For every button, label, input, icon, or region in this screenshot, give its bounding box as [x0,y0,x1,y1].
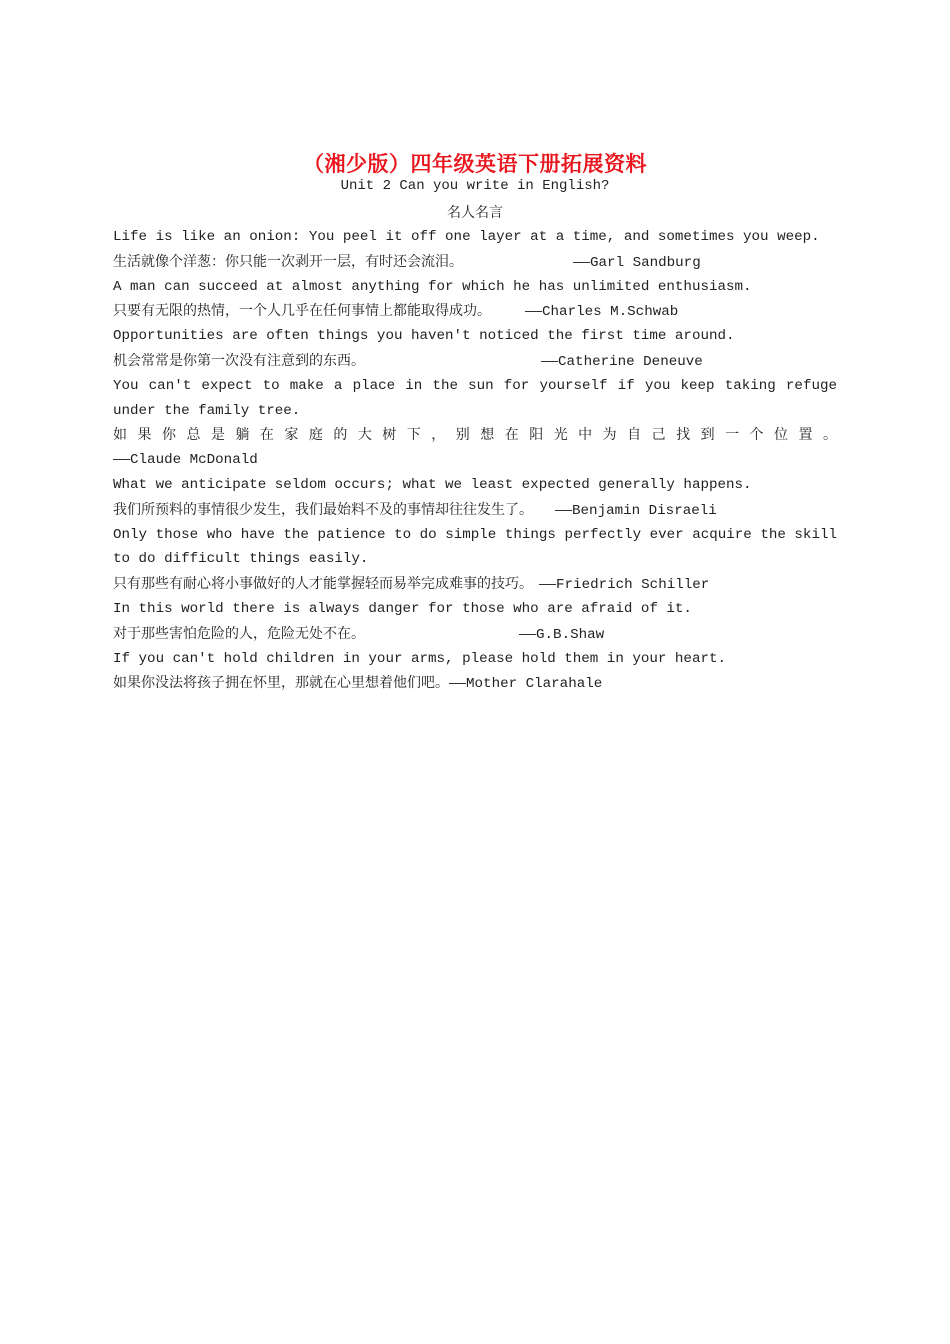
quote-author: ——Charles M.Schwab [525,304,679,321]
quote-chinese-with-author [113,349,837,374]
quote-english: A man can succeed at almost anything for which he has unlimited enthusiasm. [113,278,752,295]
quote-english: What we anticipate seldom occurs; what we least expected generally happens. [113,476,752,493]
quote-chinese-with-author [113,299,837,324]
quote-chinese-with-author [113,498,837,523]
quote-chinese-with-author [113,572,837,597]
quote-chinese-with-author [113,671,837,696]
quote-author: ——Benjamin Disraeli [555,502,717,519]
quote-author: ——Claude McDonald [113,452,258,469]
quote-chinese: 生活就像个洋葱：你只能一次剥开一层，有时还会流泪。 [113,253,463,270]
quote-author: ——Mother Clarahale [449,676,603,693]
section-heading: 名人名言 [447,205,503,221]
quote-chinese: 只要有无限的热情，一个人几乎在任何事情上都能取得成功。 [113,303,491,320]
quote-chinese: 如果你没法将孩子拥在怀里，那就在心里想着他们吧。 [113,675,449,692]
quote-chinese-with-author [113,622,837,647]
quote-english: Life is like an onion: You peel it off one layer at a time, and sometimes you weep. [113,229,820,245]
quote-author: ——Catherine Deneuve [541,353,703,370]
quote-chinese: 只有那些有耐心将小事做好的人才能掌握轻而易举完成难事的技巧。 [113,576,533,593]
quote-author: ——G.B.Shaw [519,626,605,643]
quote-english: Only those who have the patience to do simple things perfectly ever acquire the skill [113,526,837,543]
quote-chinese: 我们所预料的事情很少发生，我们最始料不及的事情却往往发生了。 [113,501,533,518]
quote-chinese: 对于那些害怕危险的人，危险无处不在。 [113,625,365,642]
quote-english: Opportunities are often things you haven't noticed the first time around. [113,328,735,345]
quote-english: If you can't hold children in your arms, please hold them in your heart. [113,650,726,667]
quotes-body [113,225,837,696]
quote-author: ——Friedrich Schiller [539,577,710,594]
quote-english: In this world there is always danger for those who are afraid of it. [113,600,692,617]
quote-english: You can't expect to make a place in the sun for yourself if you keep taking refuge [113,377,837,394]
quote-english-continued: to do difficult things easily. [113,551,369,568]
quote-author: ——Garl Sandburg [573,254,701,271]
quote-english-continued: under the family tree. [113,402,301,419]
document-title: （湘少版）四年级英语下册拓展资料 [303,151,647,176]
quote-chinese: 如果你总是躺在家庭的大树下，别想在阳光中为自己找到一个位置。 [113,427,837,444]
quote-chinese: 机会常常是你第一次没有注意到的东西。 [113,352,365,369]
quote-chinese-with-author [113,250,837,275]
unit-subtitle: Unit 2 Can you write in English? [340,178,610,194]
